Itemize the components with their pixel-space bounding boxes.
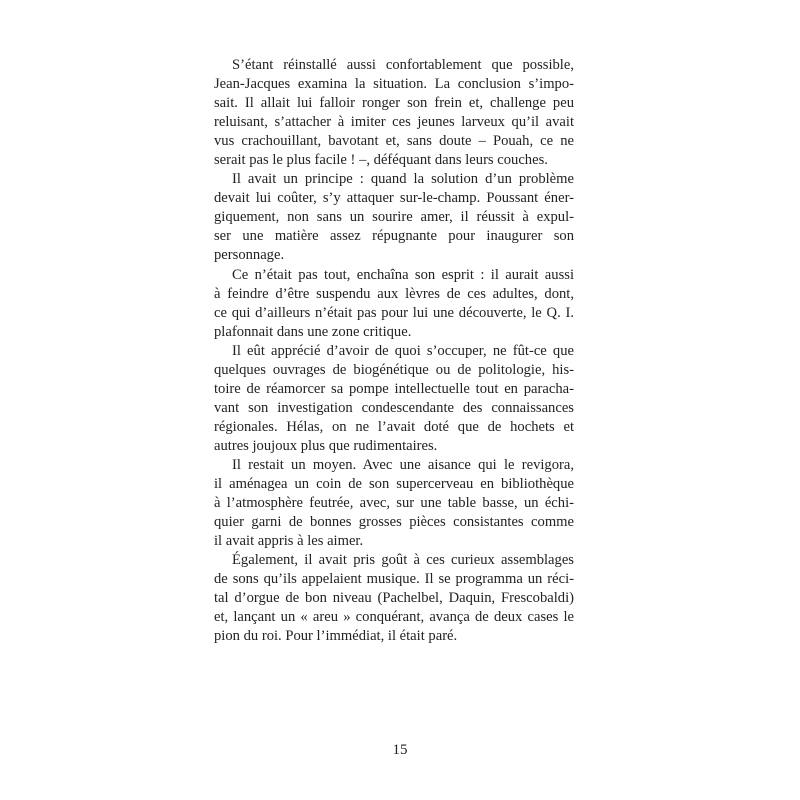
text-line: giquement, non sans un sourire amer, il réussit à expul- bbox=[214, 209, 574, 226]
paragraph bbox=[214, 170, 574, 265]
body-text bbox=[214, 56, 574, 646]
page-number: 15 bbox=[392, 742, 408, 758]
text-line: Il restait un moyen. Avec une aisance qui le revigora, bbox=[232, 456, 574, 473]
text-line: devait lui coûter, s’y attaquer sur-le-champ. Poussant éner- bbox=[214, 190, 574, 207]
text-line: à l’atmosphère feutrée, avec, sur une table basse, un échi- bbox=[214, 495, 574, 512]
paragraph bbox=[214, 266, 574, 342]
paragraph bbox=[214, 342, 574, 456]
paragraph bbox=[214, 551, 574, 646]
text-line: S’étant réinstallé aussi confortablement que possible, bbox=[232, 57, 574, 73]
text-line: Également, il avait pris goût à ces curieux assemblages bbox=[232, 552, 574, 569]
text-line: serait pas le plus facile ! –, déféquant dans leurs couches. bbox=[214, 152, 548, 169]
paragraph bbox=[214, 456, 574, 551]
text-line: il avait appris à les aimer. bbox=[214, 533, 364, 550]
text-line: pion du roi. Pour l’immédiat, il était paré. bbox=[214, 628, 458, 645]
text-line: vant son investigation condescendante des connaissances bbox=[214, 399, 574, 416]
text-line: reluisant, s’attacher à imiter ces jeunes larveux qu’il avait bbox=[214, 114, 574, 131]
text-line: Il avait un principe : quand la solution d’un problème bbox=[232, 171, 574, 188]
text-line: ser une matière assez répugnante pour inaugurer son bbox=[214, 228, 574, 245]
text-line: et, lançant un « areu » conquérant, avança de deux cases le bbox=[214, 609, 574, 626]
text-line: autres joujoux plus que rudimentaires. bbox=[214, 437, 438, 454]
text-line: régionales. Hélas, on ne l’avait doté que de hochets et bbox=[214, 418, 574, 435]
text-line: à feindre d’être suspendu aux lèvres de ces adultes, dont, bbox=[214, 285, 574, 302]
text-line: personnage. bbox=[214, 247, 285, 264]
text-line: sait. Il allait lui falloir ronger son frein et, challenge peu bbox=[214, 95, 574, 112]
text-line: tal d’orgue de bon niveau (Pachelbel, Daquin, Frescobaldi) bbox=[214, 590, 574, 607]
text-line: il aménagea un coin de son supercerveau en bibliothèque bbox=[214, 476, 574, 493]
text-line: quelques ouvrages de biogénétique ou de politologie, his- bbox=[214, 361, 574, 378]
text-line: quier garni de bonnes grosses pièces consistantes comme bbox=[214, 514, 574, 531]
text-line: toire de réamorcer sa pompe intellectuelle tout en paracha- bbox=[214, 380, 574, 397]
text-line: Ce n’était pas tout, enchaîna son esprit : il aurait aussi bbox=[232, 266, 574, 283]
text-line: vus crachouillant, bavotant et, sans doute – Pouah, ce ne bbox=[214, 133, 574, 150]
text-line: Il eût apprécié d’avoir de quoi s’occuper, ne fût-ce que bbox=[232, 342, 574, 359]
text-line: plafonnait dans une zone critique. bbox=[214, 323, 412, 340]
text-line: Jean-Jacques examina la situation. La conclusion s’impo- bbox=[214, 76, 574, 93]
paragraph bbox=[214, 56, 574, 170]
text-line: de sons qu’ils appelaient musique. Il se programma un réci- bbox=[214, 571, 574, 588]
text-line: ce qui d’ailleurs n’était pas pour lui une découverte, le Q. I. bbox=[214, 304, 574, 321]
